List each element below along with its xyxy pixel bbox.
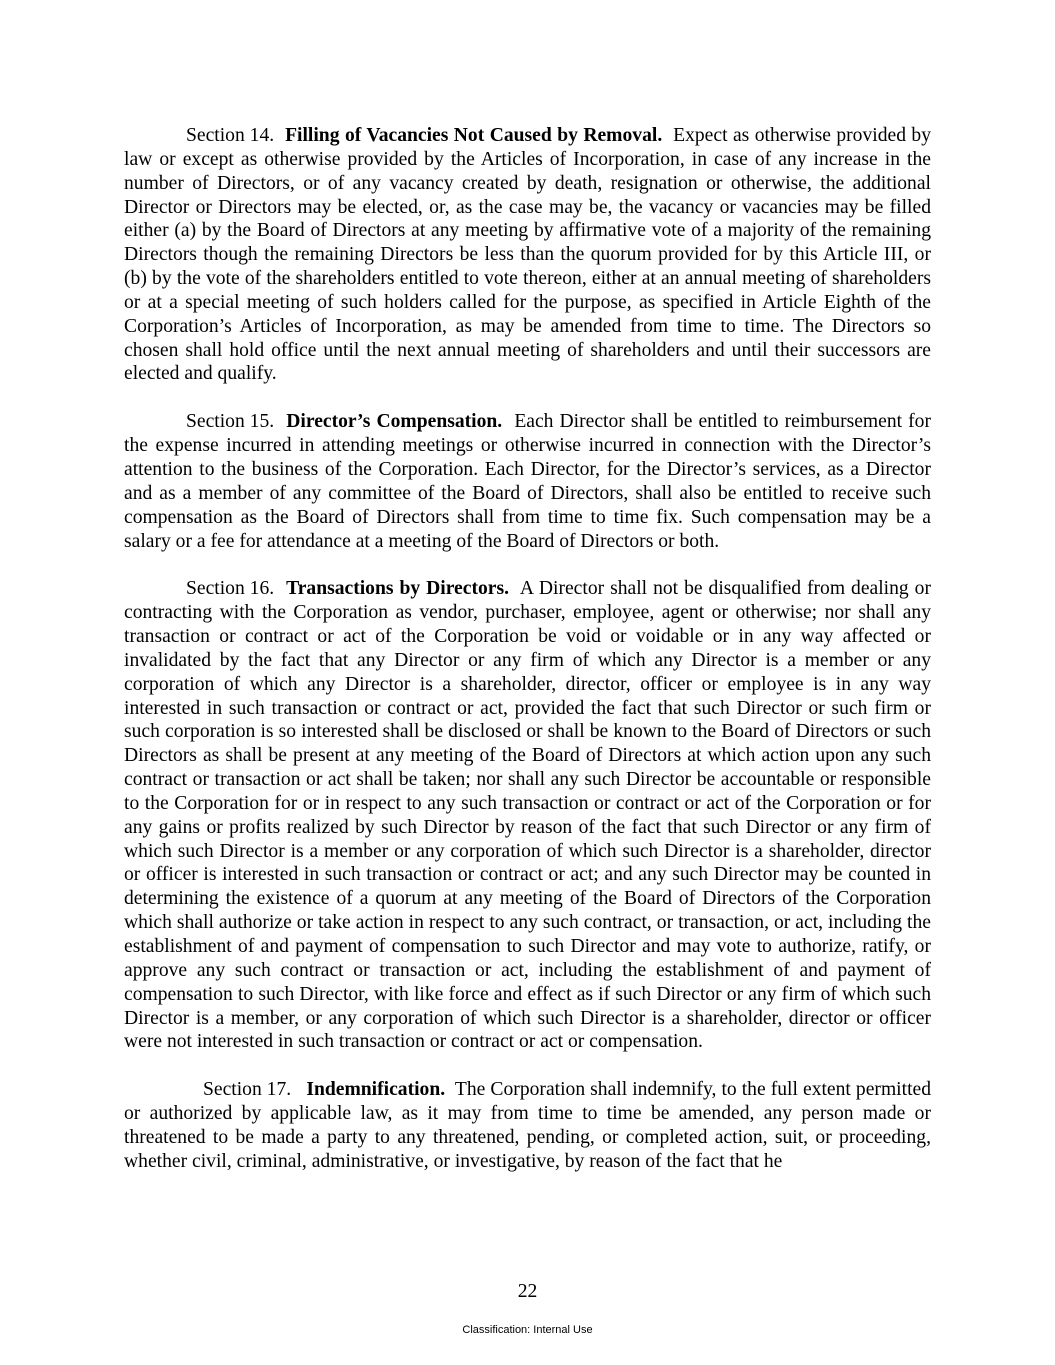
page-number: 22: [517, 1281, 538, 1302]
section-title: Transactions by Directors.: [286, 578, 509, 600]
section-title: Filling of Vacancies Not Caused by Removal.: [285, 125, 663, 146]
section-16: [124, 577, 931, 1054]
section-15: [124, 410, 931, 553]
section-17: [124, 1078, 931, 1173]
section-body: A Director shall not be disqualified from dealing or contracting with the Corporation as vendor, purchaser, employee, agent or otherwise; nor shall any transaction or contract or act of the Corporation be void or voidable or in any way affected or invalidated by the fact that any Director or any firm of which any Director is a member or any corporation of which any Director is a shareholder, director, officer or employee is in any way interested in such transaction or contract or act, provided the fact that such Director or such firm or such corporation is so interested shall be disclosed or shall be known to the Board of Directors or such Directors as shall be present at any meeting of the Board of Directors at which action upon any such contract or transaction or act shall be taken; nor shall any such Director be accountable or responsible to the Corporation for or in respect to any such transaction or contract or act of the Corporation or for any gains or profits realized by such Director by reason of the fact that such Director or any firm of which such Director is a member or any corporation of which such Director is a shareholder, director or officer is interested in such transaction or contract or act; and any such Director may be counted in determining the existence of a quorum at any meeting of the Board of Directors of the Corporation which shall authorize or take action in respect to any such contract, or transaction, or act, including the establishment of and payment of compensation to such Director and may vote to authorize, ratify, or approve any such contract or transaction or act, including the establishment of and payment of compensation to such Director, with like force and effect as if such Director or any firm of which such Director is a member, or any corporation of which such Director is a shareholder, director or officer were not interested in such transaction or contract or act or compensation.: [124, 578, 931, 1053]
classification-label: Classification: Internal Use: [462, 1324, 593, 1336]
section-number: Section 17.: [203, 1079, 292, 1101]
section-14: [124, 124, 931, 386]
section-body: The Corporation shall indemnify, to the full extent permitted or authorized by applicable law, as it may from time to time be amended, any person made or threatened to be made a party to any threatened, pending, or completed action, suit, or proceeding, whether civil, criminal, administrative, or investigative, by reason of the fact that he: [124, 1079, 932, 1172]
section-number: Section 14.: [186, 125, 275, 146]
document-body: [124, 124, 931, 1198]
section-body: Expect as otherwise provided by law or except as otherwise provided by the Articles of Incorporation, in case of any increase in the number of Directors, or of any vacancy created by death, resignation or otherwise, the additional Director or Directors may be elected, or, as the case may be, the vacancy or vacancies may be filled either (a) by the Board of Directors at any meeting by affirmative vote of a majority of the remaining Directors though the remaining Directors be less than the quorum provided for by this Article III, or (b) by the vote of the shareholders entitled to vote thereon, either at an annual meeting of shareholders or at a special meeting of such holders called for the purpose, as specified in Article Eighth of the Corporation’s Articles of Incorporation, as may be amended from time to time. The Directors so chosen shall hold office until the next annual meeting of shareholders and until their successors are elected and qualify.: [124, 125, 932, 385]
section-title: Indemnification.: [306, 1079, 446, 1101]
section-number: Section 16.: [186, 578, 275, 600]
section-title: Director’s Compensation.: [286, 411, 503, 433]
section-number: Section 15.: [186, 411, 275, 433]
section-body: Each Director shall be entitled to reimbursement for the expense incurred in attending meetings or otherwise incurred in connection with the Director’s attention to the business of the Corporation. Each Director, for the Director’s services, as a Director and as a member of any committee of the Board of Directors, shall also be entitled to receive such compensation as the Board of Directors shall from time to time fix. Such compensation may be a salary or a fee for attendance at a meeting of the Board of Directors or both.: [124, 411, 931, 552]
